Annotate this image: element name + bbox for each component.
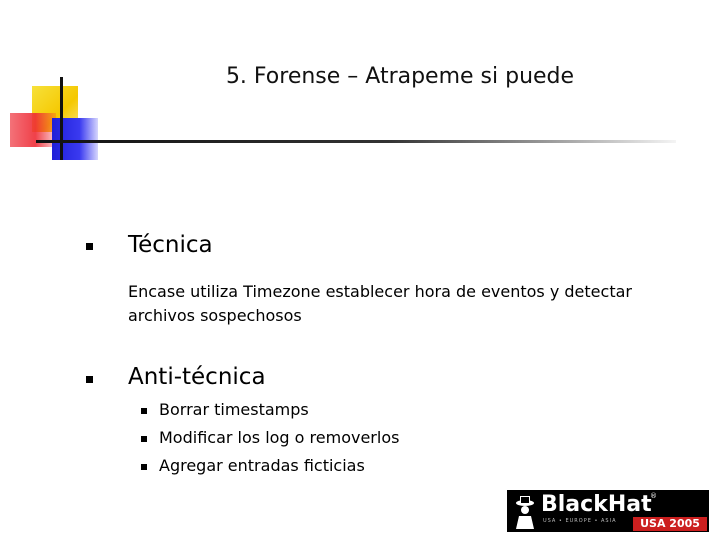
logo-regions: USA • EUROPE • ASIA <box>543 518 617 524</box>
title-underline-rule <box>36 140 676 143</box>
sub-bullet-icon <box>141 408 147 414</box>
list-item: Agregar entradas ficticias <box>159 456 365 475</box>
section-body-tecnica: Encase utiliza Timezone establecer hora de eventos y detectar archivos sospechosos <box>128 282 632 325</box>
bullet-square-icon <box>86 376 93 383</box>
section-heading-anti-tecnica: Anti-técnica <box>128 364 266 390</box>
list-item: Borrar timestamps <box>159 400 309 419</box>
slide-title: 5. Forense – Atrapeme si puede <box>225 64 575 89</box>
logo-wordmark: BlackHat <box>541 492 652 517</box>
sub-bullet-icon <box>141 464 147 470</box>
decor-vertical-rule <box>60 77 63 160</box>
section-heading-tecnica: Técnica <box>128 232 213 258</box>
bullet-square-icon <box>86 243 93 250</box>
list-item: Modificar los log o removerlos <box>159 428 400 447</box>
sub-bullet-icon <box>141 436 147 442</box>
decor-blue-square <box>52 118 98 160</box>
logo-registered-mark: ® <box>650 492 657 500</box>
hat-figure-icon <box>511 493 539 529</box>
blackhat-logo <box>507 490 709 532</box>
logo-event-label: USA 2005 <box>633 517 707 531</box>
